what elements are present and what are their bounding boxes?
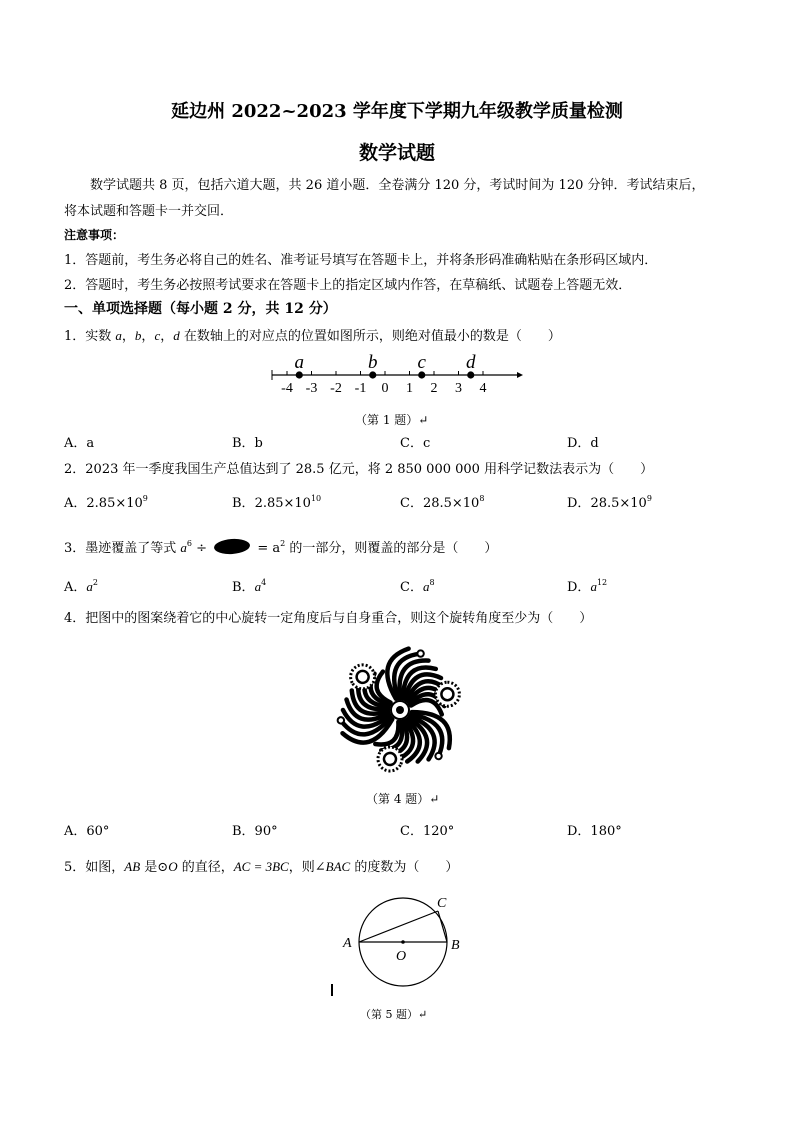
- point-label-a: a: [294, 352, 304, 373]
- section-heading: 一、单项选择题（每小题 2 分，共 12 分）: [64, 301, 337, 317]
- q2-d-exponent: 9: [646, 494, 652, 503]
- q2-option-c[interactable]: [400, 492, 484, 511]
- stray-mark: [331, 984, 333, 996]
- q1-option-c[interactable]: C．c: [400, 436, 431, 451]
- q2-c-letter: C．: [400, 496, 423, 511]
- var-c: c: [154, 328, 161, 343]
- q2-c-mantissa: 28.5×10: [422, 496, 480, 511]
- q2-b-mantissa: 2.85×10: [254, 496, 311, 511]
- q3-d-base: a: [590, 579, 597, 594]
- center-point: [401, 940, 405, 944]
- notice-item-2: 2．答题时，考生务必按照考试要求在答题卡上的指定区域内作答，在草稿纸、试题卷上答题无效．: [64, 278, 632, 293]
- q5-arc-equation: AC = 3BC: [233, 859, 289, 874]
- q2-c-exponent: 8: [479, 494, 485, 503]
- figure-5-caption: （第 5 题）↵: [360, 1008, 428, 1021]
- question-1-stem: 1．实数 a，b，c，d 在数轴上的对应点的位置如图所示，则绝对值最小的数是（ ）: [64, 328, 561, 344]
- chord-cb: [438, 911, 447, 942]
- var-b: b: [134, 328, 142, 343]
- q3-c-exp: 8: [429, 578, 435, 587]
- q2-option-d[interactable]: [567, 492, 652, 511]
- q5-o: O: [168, 859, 178, 874]
- q2-d-letter: D．: [567, 496, 591, 511]
- q5-tail: 的度数为（ ）: [350, 860, 459, 875]
- tick-label: -4: [281, 381, 293, 396]
- q4-option-a[interactable]: A．60°: [64, 824, 110, 839]
- tick-label: -1: [354, 381, 367, 396]
- q3-a-letter: A．: [64, 580, 87, 595]
- var-d: d: [173, 328, 180, 343]
- q1-stem-post: 在数轴上的对应点的位置如图所示，则绝对值最小的数是（ ）: [179, 329, 561, 344]
- question-4-stem: 4．把图中的图案绕着它的中心旋转一定角度后与自身重合，则这个旋转角度至少为（ ）: [64, 611, 593, 626]
- q5-ab: AB: [124, 859, 141, 874]
- ink-blot: [214, 538, 251, 555]
- q1-option-a[interactable]: A．a: [64, 436, 95, 451]
- label-b: B: [451, 938, 460, 953]
- q1-option-b[interactable]: B．b: [232, 436, 263, 451]
- q4-option-d[interactable]: D．180°: [567, 824, 622, 839]
- q3-option-b[interactable]: [232, 576, 266, 595]
- var-a: a: [115, 328, 122, 343]
- q3-c-base: a: [422, 579, 430, 594]
- label-a: A: [343, 936, 352, 951]
- q3-a-exp: 2: [92, 578, 98, 587]
- q3-b-base: a: [254, 579, 262, 594]
- q2-a-letter: A．: [64, 496, 87, 511]
- q5-stem-pre: 5．如图，: [64, 860, 125, 875]
- swirl-gear-inner: [441, 688, 453, 700]
- tick-label: 0: [381, 381, 389, 396]
- q3-equals: = a: [257, 541, 281, 556]
- q2-b-exponent: 10: [310, 494, 322, 503]
- intro-line-2: 将本试题和答题卡一并交回．: [64, 204, 234, 219]
- swirl-pattern-figure: [327, 640, 473, 774]
- point-label-d: d: [466, 352, 476, 373]
- notice-item-1: 1．答题前，考生务必将自己的姓名、准考证号填写在答题卡上，并将条形码准确粘贴在条形码区域内．: [64, 253, 658, 268]
- number-line-arrow: [517, 372, 523, 378]
- circle-figure: [335, 890, 470, 995]
- q5-is-circle: 是⊙: [140, 860, 169, 875]
- q5-stem-post: ，则∠: [288, 860, 326, 875]
- notice-heading: 注意事项：: [64, 228, 125, 242]
- q3-option-d[interactable]: [567, 576, 607, 595]
- label-o: O: [396, 949, 407, 964]
- tick-label: 2: [430, 381, 438, 396]
- q3-d-exp: 12: [596, 578, 608, 587]
- tick-label: -3: [305, 381, 318, 396]
- q3-divide: ÷: [196, 541, 208, 556]
- label-c: C: [437, 896, 447, 911]
- tick-label: -2: [330, 381, 342, 396]
- q3-b-exp: 4: [261, 578, 267, 587]
- question-2-stem: 2．2023 年一季度我国生产总值达到了 28.5 亿元，将 2 850 000 000 用科学记数法表示为（ ）: [64, 462, 654, 477]
- q3-base: a: [180, 540, 187, 555]
- tick-label: 1: [406, 381, 413, 396]
- q3-stem-pre: 3．墨迹覆盖了等式: [64, 541, 181, 556]
- figure-4-caption: （第 4 题）↵: [366, 792, 440, 806]
- chord-ac: [359, 911, 438, 942]
- q3-stem-post: 的一部分，则覆盖的部分是（ ）: [285, 541, 498, 556]
- q1-option-d[interactable]: D．d: [567, 436, 599, 451]
- q2-d-mantissa: 28.5×10: [590, 496, 647, 511]
- swirl-center-dot: [396, 706, 404, 714]
- question-5-stem: [64, 856, 458, 875]
- intro-line-1: 数学试题共 8 页，包括六道大题，共 26 道小题．全卷满分 120 分，考试时间为 120 分钟．考试结束后，: [90, 178, 705, 193]
- q5-diameter: 的直径，: [177, 860, 234, 875]
- tick-label: 3: [455, 381, 462, 396]
- q2-option-b[interactable]: [232, 492, 321, 511]
- point-label-b: b: [368, 352, 378, 373]
- tick-label: 4: [479, 381, 487, 396]
- q2-option-a[interactable]: [64, 492, 148, 511]
- q4-option-c[interactable]: C．120°: [400, 824, 455, 839]
- q2-b-letter: B．: [232, 496, 255, 511]
- q4-option-b[interactable]: B．90°: [232, 824, 278, 839]
- exam-subtitle: 数学试题: [358, 142, 435, 164]
- q2-a-exponent: 9: [142, 494, 148, 503]
- q3-exp-right: 2: [280, 539, 286, 548]
- q2-a-mantissa: 2.85×10: [86, 496, 143, 511]
- question-3-stem: [64, 537, 497, 556]
- exam-title: 延边州 2022~2023 学年度下学期九年级教学质量检测: [171, 101, 623, 122]
- q3-d-letter: D．: [567, 580, 591, 595]
- q3-option-c[interactable]: [400, 576, 435, 595]
- point-label-c: c: [417, 352, 426, 373]
- q3-b-letter: B．: [232, 580, 255, 595]
- q3-option-a[interactable]: [64, 576, 98, 595]
- q3-c-letter: C．: [400, 580, 423, 595]
- figure-1-caption: （第 1 题）↵: [355, 413, 429, 427]
- q1-stem-pre: 1．实数: [64, 329, 116, 344]
- q5-angle: BAC: [325, 859, 351, 874]
- swirl-small-ring: [417, 650, 423, 656]
- q3-exp-left: 6: [186, 539, 192, 548]
- number-line-figure: [265, 345, 525, 400]
- q3-a-base: a: [86, 579, 93, 594]
